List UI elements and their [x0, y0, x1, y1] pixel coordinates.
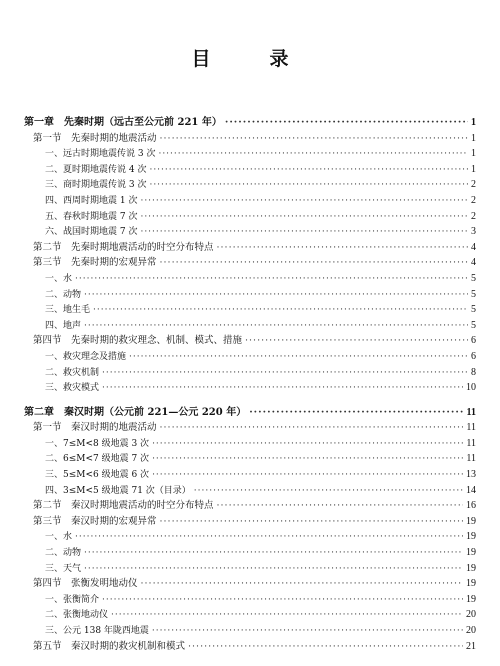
leader-dots	[152, 437, 463, 453]
toc-section	[24, 498, 476, 514]
toc-page-number: 11	[466, 437, 476, 449]
leader-dots	[149, 163, 468, 179]
toc-page-number: 5	[471, 304, 476, 316]
toc-entry-label: 第二节 先秦时期地震活动的时空分布特点	[33, 241, 214, 253]
toc-entry-label: 第三节 先秦时期的宏观异常	[33, 257, 157, 269]
toc-entry-label: 二、动物	[45, 548, 82, 559]
toc-page-number: 10	[466, 382, 476, 394]
toc-entry-label: 四、地声	[45, 320, 82, 331]
toc-entry-label: 四、西周时期地震 1 次	[45, 195, 138, 206]
toc-item	[24, 483, 476, 499]
toc-entry-label: 第五节 秦汉时期的救灾机制和模式	[33, 640, 186, 652]
toc-section	[24, 576, 476, 592]
toc-section	[24, 255, 476, 271]
toc-entry-label: 一、张衡简介	[45, 594, 100, 605]
toc-entry-label: 第三节 秦汉时期的宏观异常	[33, 515, 157, 527]
toc-item	[24, 592, 476, 608]
toc-item	[24, 224, 476, 240]
toc-entry-label: 第一节 先秦时期的地震活动	[33, 132, 157, 144]
leader-dots	[102, 366, 468, 382]
toc-entry-label: 一、7≤M<8 级地震 3 次	[45, 438, 150, 449]
leader-dots	[160, 131, 468, 147]
leader-dots	[188, 639, 463, 655]
toc-item	[24, 287, 476, 303]
toc-entry-label: 三、救灾模式	[45, 383, 100, 394]
toc-item	[24, 349, 476, 365]
leader-dots	[102, 593, 463, 609]
toc-page-number: 11	[466, 422, 476, 434]
toc-item	[24, 365, 476, 381]
toc-section	[24, 420, 476, 436]
toc-page-number: 11	[466, 406, 476, 418]
toc-page-number: 14	[466, 484, 476, 496]
leader-dots	[152, 452, 463, 468]
toc-item	[24, 162, 476, 178]
leader-dots	[102, 381, 463, 397]
toc-page-number: 1	[471, 163, 476, 175]
toc-entry-label: 六、战国时期地震 7 次	[45, 227, 138, 238]
leader-dots	[160, 514, 463, 530]
leader-dots	[75, 530, 463, 546]
toc-page-number: 19	[466, 593, 476, 605]
toc-entry-label: 第二节 秦汉时期地震活动的时空分布特点	[33, 500, 214, 512]
toc-item	[24, 177, 476, 193]
toc-entry-label: 五、春秋时期地震 7 次	[45, 211, 138, 222]
toc-page-number: 5	[471, 288, 476, 300]
toc-entry-label: 第一节 秦汉时期的地震活动	[33, 422, 157, 434]
toc-entry-label: 第二章 秦汉时期（公元前 221—公元 220 年）	[24, 406, 247, 418]
toc-item	[24, 271, 476, 287]
toc-item	[24, 318, 476, 334]
leader-dots	[93, 303, 468, 319]
toc-entry-label: 一、水	[45, 532, 73, 543]
leader-dots	[152, 624, 463, 640]
toc-page-number: 1	[471, 117, 476, 128]
toc-item	[24, 193, 476, 209]
toc-item	[24, 529, 476, 545]
toc-page-number: 21	[466, 640, 476, 652]
leader-dots	[160, 420, 464, 436]
leader-dots	[84, 288, 468, 304]
leader-dots	[249, 405, 463, 421]
toc-page-number: 6	[471, 350, 476, 362]
toc-page-number: 1	[471, 148, 476, 160]
toc-page-number: 19	[466, 515, 476, 527]
toc-item	[24, 302, 476, 318]
leader-dots	[217, 498, 463, 514]
toc-entry-label: 第一章 先秦时期（远古至公元前 221 年）	[24, 117, 222, 128]
leader-dots	[140, 210, 468, 226]
toc-page-number: 19	[466, 578, 476, 590]
toc-entry-label: 三、地生毛	[45, 305, 91, 316]
toc-page-number: 11	[466, 453, 476, 465]
leader-dots	[84, 319, 468, 335]
toc-entry-label: 三、商时期地震传说 3 次	[45, 180, 147, 191]
toc-section	[24, 639, 476, 655]
toc-item	[24, 209, 476, 225]
toc-entry-label: 三、天气	[45, 563, 82, 574]
toc-page-number: 2	[471, 194, 476, 206]
toc-page-number: 8	[471, 366, 476, 378]
toc-entry-label: 三、5≤M<6 级地震 6 次	[45, 470, 150, 481]
toc-entry-label: 一、水	[45, 273, 73, 284]
leader-dots	[84, 546, 463, 562]
toc-entry-label: 二、动物	[45, 289, 82, 300]
toc-item	[24, 467, 476, 483]
leader-dots	[111, 608, 463, 624]
toc-page-number: 2	[471, 210, 476, 222]
leader-dots	[158, 147, 468, 163]
toc-chapter	[24, 405, 476, 421]
leader-dots	[217, 240, 468, 256]
leader-dots	[245, 333, 468, 349]
leader-dots	[141, 576, 463, 592]
toc-page-number: 6	[471, 335, 476, 347]
toc-page-number: 20	[466, 609, 476, 621]
leader-dots	[84, 562, 463, 578]
leader-dots	[140, 194, 468, 210]
toc-entry-label: 二、夏时期地震传说 4 次	[45, 164, 147, 175]
toc-page-number: 16	[466, 500, 476, 512]
leader-dots	[129, 350, 468, 366]
leader-dots	[225, 115, 468, 131]
leader-dots	[149, 178, 468, 194]
toc-entry-label: 一、远古时期地震传说 3 次	[45, 149, 156, 160]
toc-entry-label: 第四节 先秦时期的救灾理念、机制、模式、措施	[33, 335, 243, 347]
table-of-contents	[24, 115, 476, 654]
leader-dots	[160, 255, 468, 271]
toc-item	[24, 561, 476, 577]
toc-page-number: 13	[466, 469, 476, 481]
toc-page-number: 4	[471, 241, 476, 253]
toc-item	[24, 436, 476, 452]
toc-entry-label: 第四节 张衡发明地动仪	[33, 578, 138, 590]
toc-page-number: 19	[466, 562, 476, 574]
toc-item	[24, 623, 476, 639]
toc-section	[24, 240, 476, 256]
toc-item	[24, 607, 476, 623]
toc-entry-label: 三、公元 138 年陇西地震	[45, 626, 149, 636]
toc-item	[24, 380, 476, 396]
toc-chapter	[24, 115, 476, 131]
toc-page-number: 19	[466, 547, 476, 559]
leader-dots	[152, 468, 463, 484]
leader-dots	[194, 484, 463, 500]
toc-page-number: 2	[471, 179, 476, 191]
toc-entry-label: 二、张衡地动仪	[45, 610, 109, 621]
toc-page-number: 3	[471, 226, 476, 238]
toc-page-number: 20	[466, 625, 476, 636]
toc-page-number: 19	[466, 531, 476, 543]
toc-page-number: 5	[471, 319, 476, 331]
toc-item	[24, 146, 476, 162]
toc-page-number: 1	[471, 132, 476, 144]
toc-section	[24, 131, 476, 147]
leader-dots	[75, 272, 468, 288]
toc-section	[24, 333, 476, 349]
toc-entry-label: 二、救灾机制	[45, 367, 100, 378]
leader-dots	[140, 225, 468, 241]
toc-entry-label: 一、救灾理念及措施	[45, 351, 127, 362]
toc-item	[24, 451, 476, 467]
toc-entry-label: 二、6≤M<7 级地震 7 次	[45, 454, 150, 465]
page-title: 目 录	[191, 48, 309, 70]
toc-page-number: 5	[471, 272, 476, 284]
toc-item	[24, 545, 476, 561]
toc-page-number: 4	[471, 257, 476, 269]
toc-section	[24, 514, 476, 530]
toc-entry-label: 四、3≤M<5 级地震 71 次（目录）	[45, 485, 191, 496]
